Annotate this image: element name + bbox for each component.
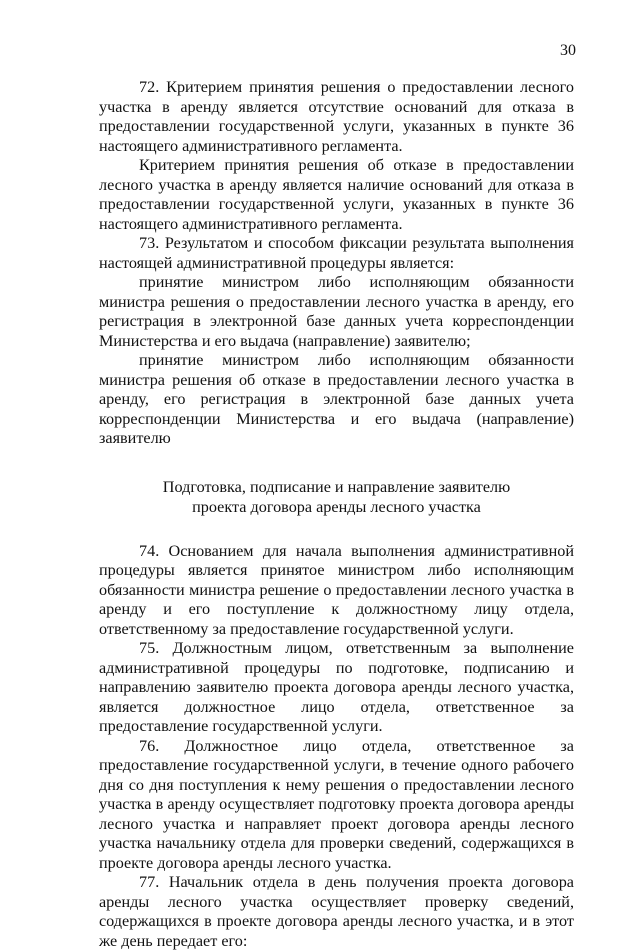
paragraph-72-refusal-criterion: Критерием принятия решения об отказе в предоставлении лесного участка в аренду является наличие оснований для отказа в предоставлении государственной услуги, указанных в пункте 36 настоящего административного регламента. [99,156,574,233]
paragraph-73: 73. Результатом и способом фиксации результата выполнения настоящей административной процедуры является: [99,234,574,272]
paragraph-72: 72. Критерием принятия решения о предоставлении лесного участка в аренду является отсутствие оснований для отказа в предоставлении государственной услуги, указанных в пункте 36 настоящего административного регламента. [99,78,574,155]
paragraph-76: 76. Должностное лицо отдела, ответственное за предоставление государственной услуги, в течение одного рабочего дня со дня поступления к нему решения о предоставлении лесного участка в аренду осуществляет подготовку проекта договора аренды лесного участка и направляет проект договора аренды лесного участка начальнику отдела для проверки сведений, содержащихся в проекте договора аренды лесного участка. [99,736,574,872]
paragraph-77: 77. Начальник отдела в день получения проекта договора аренды лесного участка осуществляет проверку сведений, содержащихся в проекте договора аренды лесного участка, и в этот же день передает его: [99,873,574,950]
section-heading-line-1: Подготовка, подписание и направление заявителю [162,477,511,496]
paragraph-73-item-grant: принятие министром либо исполняющим обязанности министра решения о предоставлении лесного участка в аренду, его регистрация в электронной базе данных учета корреспонденции Министерства и его выдача (направление) заявителю; [99,273,574,350]
section-heading [99,477,574,517]
document-body [99,78,574,951]
paragraph-75: 75. Должностным лицом, ответственным за выполнение административной процедуры по подготовке, подписанию и направлению заявителю проекта договора аренды лесного участка, является должностное лицо отдела, ответственное за предоставление государственной услуги. [99,639,574,735]
paragraph-73-item-refusal: принятие министром либо исполняющим обязанности министра решения об отказе в предоставлении лесного участка в аренду, его регистрация в электронной базе данных учета корреспонденции Министерства и его выдача (направление) заявителю [99,351,574,447]
page-number: 30 [560,42,576,59]
paragraph-74: 74. Основанием для начала выполнения административной процедуры является принятое министром либо исполняющим обязанности министра решение о предоставлении лесного участка в аренду и его поступление к должностному лицу отдела, ответственному за предоставление государственной услуги. [99,541,574,638]
section-heading-line-2: проекта договора аренды лесного участка [192,497,481,516]
